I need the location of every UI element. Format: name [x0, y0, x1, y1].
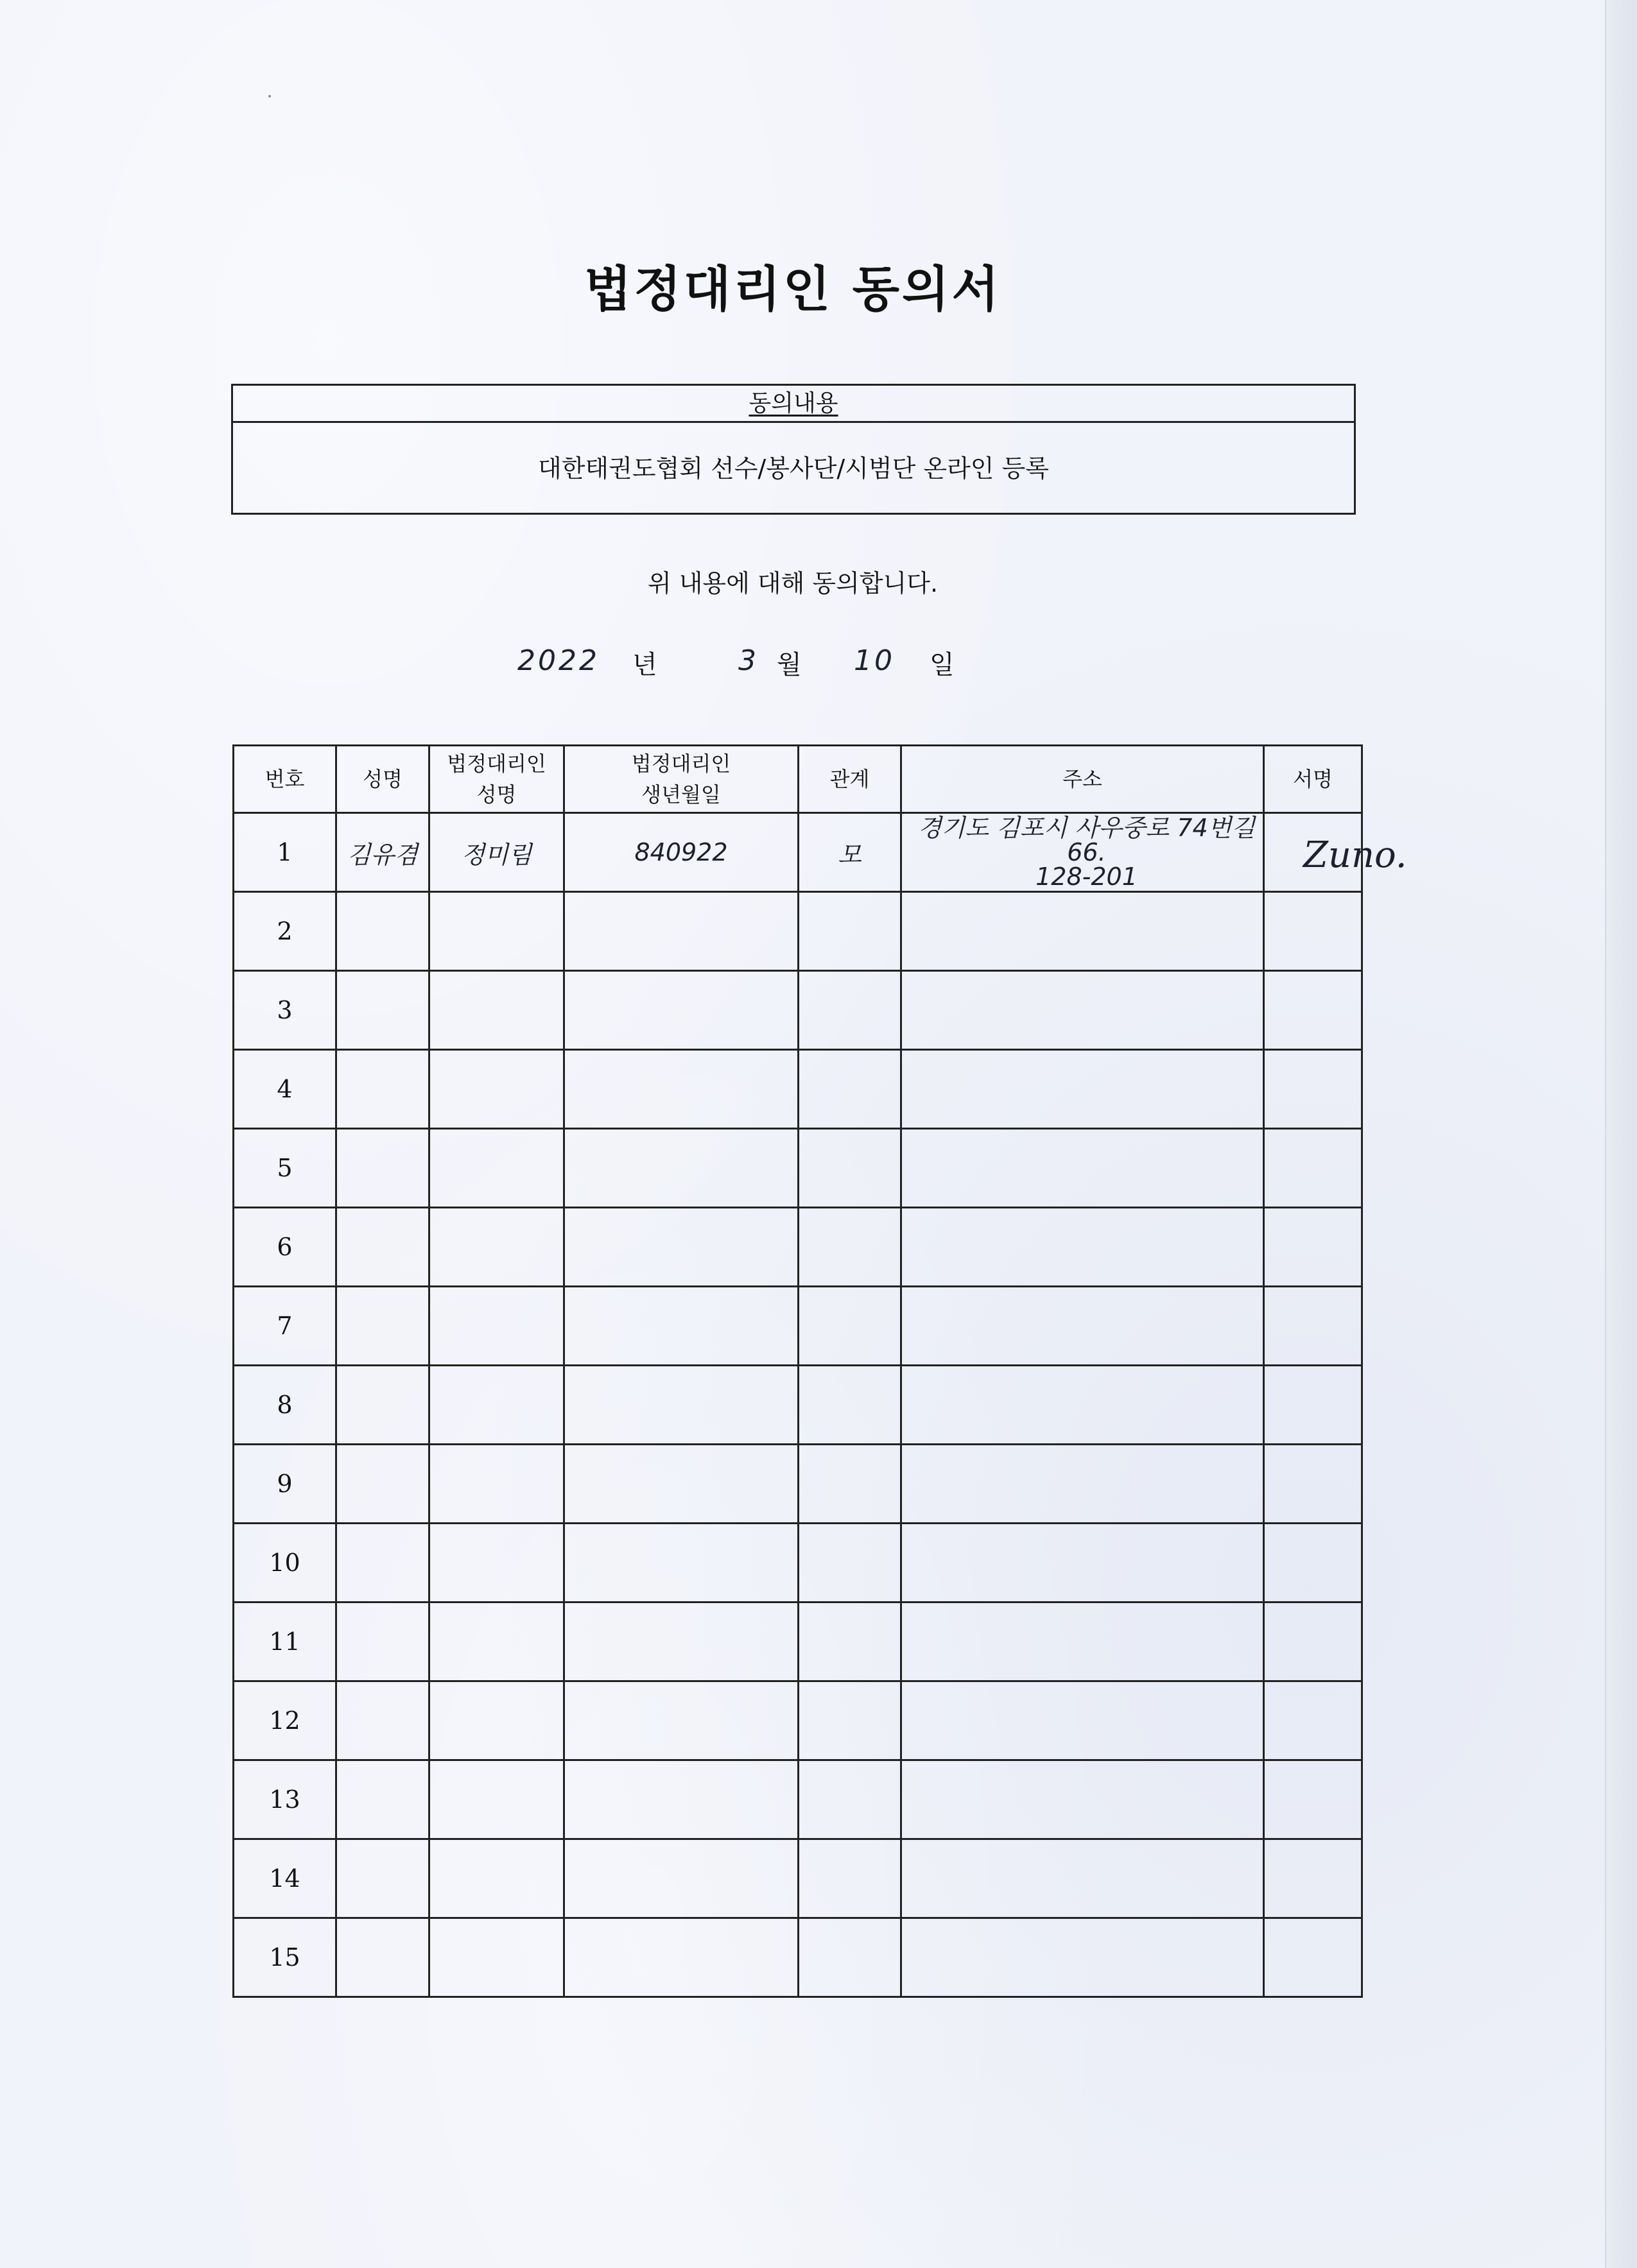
row-guardian-name [429, 1602, 564, 1681]
row-guardian-birth [564, 1918, 799, 1997]
row-address [901, 1445, 1264, 1524]
row-signature-cell [1264, 1839, 1362, 1918]
table-row [234, 813, 1362, 892]
row-guardian-birth [564, 1760, 799, 1839]
row-relation [799, 1287, 901, 1366]
row-number [234, 813, 336, 892]
row-relation [799, 1050, 901, 1129]
header-guardian-birth-label: 법정대리인 생년월일 [631, 752, 731, 807]
row-number-text: 5 [277, 1154, 293, 1182]
row-number-text: 14 [269, 1864, 300, 1893]
row-signature-cell [1264, 1129, 1362, 1208]
row-guardian-birth [564, 1129, 799, 1208]
row-number [234, 1681, 336, 1760]
row-relation [799, 1760, 901, 1839]
row-signature-cell [1264, 1524, 1362, 1602]
row-address [901, 892, 1264, 971]
row-number-text: 1 [277, 838, 293, 866]
row-address [901, 1681, 1264, 1760]
header-address-label: 주소 [1062, 767, 1102, 791]
table-row [234, 1602, 1362, 1681]
header-guardian-name [429, 746, 564, 813]
row-address [901, 813, 1264, 892]
row-address [901, 971, 1264, 1050]
consent-header: 동의내용 [233, 386, 1354, 423]
row-name [336, 892, 429, 971]
row-number-text: 2 [277, 917, 293, 945]
table-row [234, 1524, 1362, 1602]
table-row [234, 1050, 1362, 1129]
table-header-row [234, 746, 1362, 813]
row-signature-cell [1264, 1760, 1362, 1839]
row-address [901, 1366, 1264, 1445]
row-address [901, 1524, 1264, 1602]
row-number-text: 15 [269, 1943, 300, 1972]
row-number [234, 892, 336, 971]
row-guardian-name-text: 정미림 [461, 840, 532, 869]
table-row [234, 1681, 1362, 1760]
table-row [234, 1366, 1362, 1445]
row-relation [799, 971, 901, 1050]
row-number [234, 1918, 336, 1997]
table-row [234, 1839, 1362, 1918]
row-number-text: 3 [277, 996, 293, 1024]
row-number [234, 1287, 336, 1366]
date-day-unit: 일 [930, 650, 955, 680]
row-number-text: 13 [269, 1785, 300, 1814]
row-name [336, 1760, 429, 1839]
row-name [336, 1129, 429, 1208]
row-relation [799, 813, 901, 892]
row-guardian-name [429, 813, 564, 892]
row-relation [799, 1602, 901, 1681]
row-name [336, 1602, 429, 1681]
row-address [901, 1050, 1264, 1129]
row-guardian-name [429, 1681, 564, 1760]
row-1-signature-mark: Zuno. [1303, 834, 1407, 876]
row-name [336, 1918, 429, 1997]
table-row [234, 1129, 1362, 1208]
row-signature-cell [1264, 1681, 1362, 1760]
row-number [234, 1760, 336, 1839]
row-name [336, 971, 429, 1050]
row-name [336, 1366, 429, 1445]
row-relation [799, 892, 901, 971]
row-guardian-name [429, 1918, 564, 1997]
header-address [901, 746, 1264, 813]
header-name [336, 746, 429, 813]
row-number [234, 1602, 336, 1681]
document-title: 법정대리인 동의서 [584, 261, 1001, 318]
row-guardian-name [429, 1445, 564, 1524]
table-row [234, 892, 1362, 971]
row-name [336, 1287, 429, 1366]
row-guardian-birth [564, 971, 799, 1050]
row-signature-cell [1264, 1918, 1362, 1997]
row-address [901, 1287, 1264, 1366]
row-number [234, 1445, 336, 1524]
table-row [234, 971, 1362, 1050]
row-guardian-birth [564, 813, 799, 892]
row-number [234, 1366, 336, 1445]
row-address [901, 1918, 1264, 1997]
row-relation [799, 1445, 901, 1524]
row-name-text: 김유겸 [347, 840, 419, 869]
row-relation [799, 1918, 901, 1997]
row-relation [799, 1839, 901, 1918]
row-number-text: 4 [277, 1075, 293, 1103]
row-signature-cell [1264, 1366, 1362, 1445]
row-number-text: 12 [269, 1706, 300, 1735]
row-guardian-birth [564, 1602, 799, 1681]
row-address [901, 1208, 1264, 1287]
agreement-statement: 위 내용에 대해 동의합니다. [647, 569, 939, 597]
row-number-text: 6 [277, 1233, 293, 1261]
header-number [234, 746, 336, 813]
row-number-text: 9 [277, 1470, 293, 1498]
date-month-unit: 월 [777, 650, 802, 680]
row-guardian-name [429, 1287, 564, 1366]
table-row [234, 1760, 1362, 1839]
row-number [234, 1524, 336, 1602]
row-relation [799, 1366, 901, 1445]
row-guardian-birth [564, 1839, 799, 1918]
guardian-table [232, 744, 1363, 1998]
row-signature-cell [1264, 1287, 1362, 1366]
row-guardian-name [429, 1366, 564, 1445]
date-month: 3 [738, 644, 759, 677]
row-name [336, 1681, 429, 1760]
header-relation [799, 746, 901, 813]
date-year-unit: 년 [632, 650, 657, 680]
row-address [901, 1839, 1264, 1918]
date-year: 2022 [517, 644, 600, 677]
row-guardian-birth [564, 1208, 799, 1287]
row-relation [799, 1681, 901, 1760]
row-number [234, 1208, 336, 1287]
row-guardian-birth [564, 1050, 799, 1129]
row-number-text: 10 [269, 1549, 300, 1577]
row-guardian-birth [564, 1445, 799, 1524]
header-guardian-birth [564, 746, 799, 813]
row-name [336, 1839, 429, 1918]
row-guardian-birth [564, 1524, 799, 1602]
row-guardian-birth [564, 1287, 799, 1366]
header-signature-label: 서명 [1293, 767, 1333, 791]
row-relation [799, 1129, 901, 1208]
row-name [336, 1445, 429, 1524]
row-address-detail-text: 128-201 [1035, 863, 1138, 891]
row-guardian-birth-text: 840922 [634, 838, 728, 866]
table-row [234, 1445, 1362, 1524]
row-guardian-name [429, 1208, 564, 1287]
row-address [901, 1602, 1264, 1681]
row-guardian-name [429, 1760, 564, 1839]
row-guardian-name [429, 1129, 564, 1208]
row-signature-cell [1264, 1208, 1362, 1287]
row-address-text: 경기도 김포시 사우중로 74번길 66. [917, 814, 1256, 866]
table-row [234, 1208, 1362, 1287]
row-name [336, 1050, 429, 1129]
row-relation [799, 1524, 901, 1602]
row-number [234, 1129, 336, 1208]
row-name [336, 813, 429, 892]
table-row [234, 1918, 1362, 1997]
consent-body: 대한태권도협회 선수/봉사단/시범단 온라인 등록 [537, 454, 1049, 483]
row-guardian-birth [564, 892, 799, 971]
row-address [901, 1760, 1264, 1839]
row-relation-text: 모 [838, 840, 862, 869]
row-guardian-name [429, 971, 564, 1050]
row-guardian-name [429, 1524, 564, 1602]
date-line [514, 644, 1091, 683]
header-name-label: 성명 [363, 767, 403, 791]
row-address [901, 1129, 1264, 1208]
row-name [336, 1524, 429, 1602]
header-signature [1264, 746, 1362, 813]
row-number-text: 8 [277, 1391, 293, 1419]
row-signature-cell [1264, 1445, 1362, 1524]
date-day: 10 [854, 644, 895, 677]
row-relation [799, 1208, 901, 1287]
row-guardian-name [429, 1050, 564, 1129]
consent-content-box [231, 384, 1356, 515]
row-guardian-birth [564, 1366, 799, 1445]
header-relation-label: 관계 [829, 767, 870, 791]
row-number [234, 1839, 336, 1918]
header-number-label: 번호 [264, 767, 305, 791]
scan-speck [268, 95, 271, 98]
row-signature-cell [1264, 1050, 1362, 1129]
table-row [234, 1287, 1362, 1366]
row-number [234, 971, 336, 1050]
header-guardian-name-label: 법정대리인 성명 [447, 752, 546, 807]
row-name [336, 1208, 429, 1287]
row-signature-cell [1264, 892, 1362, 971]
row-guardian-birth [564, 1681, 799, 1760]
row-number [234, 1050, 336, 1129]
row-guardian-name [429, 892, 564, 971]
row-guardian-name [429, 1839, 564, 1918]
row-number-text: 7 [277, 1312, 293, 1340]
row-signature-cell [1264, 971, 1362, 1050]
row-signature-cell [1264, 1602, 1362, 1681]
row-number-text: 11 [269, 1628, 300, 1656]
page-edge [1605, 0, 1637, 2268]
